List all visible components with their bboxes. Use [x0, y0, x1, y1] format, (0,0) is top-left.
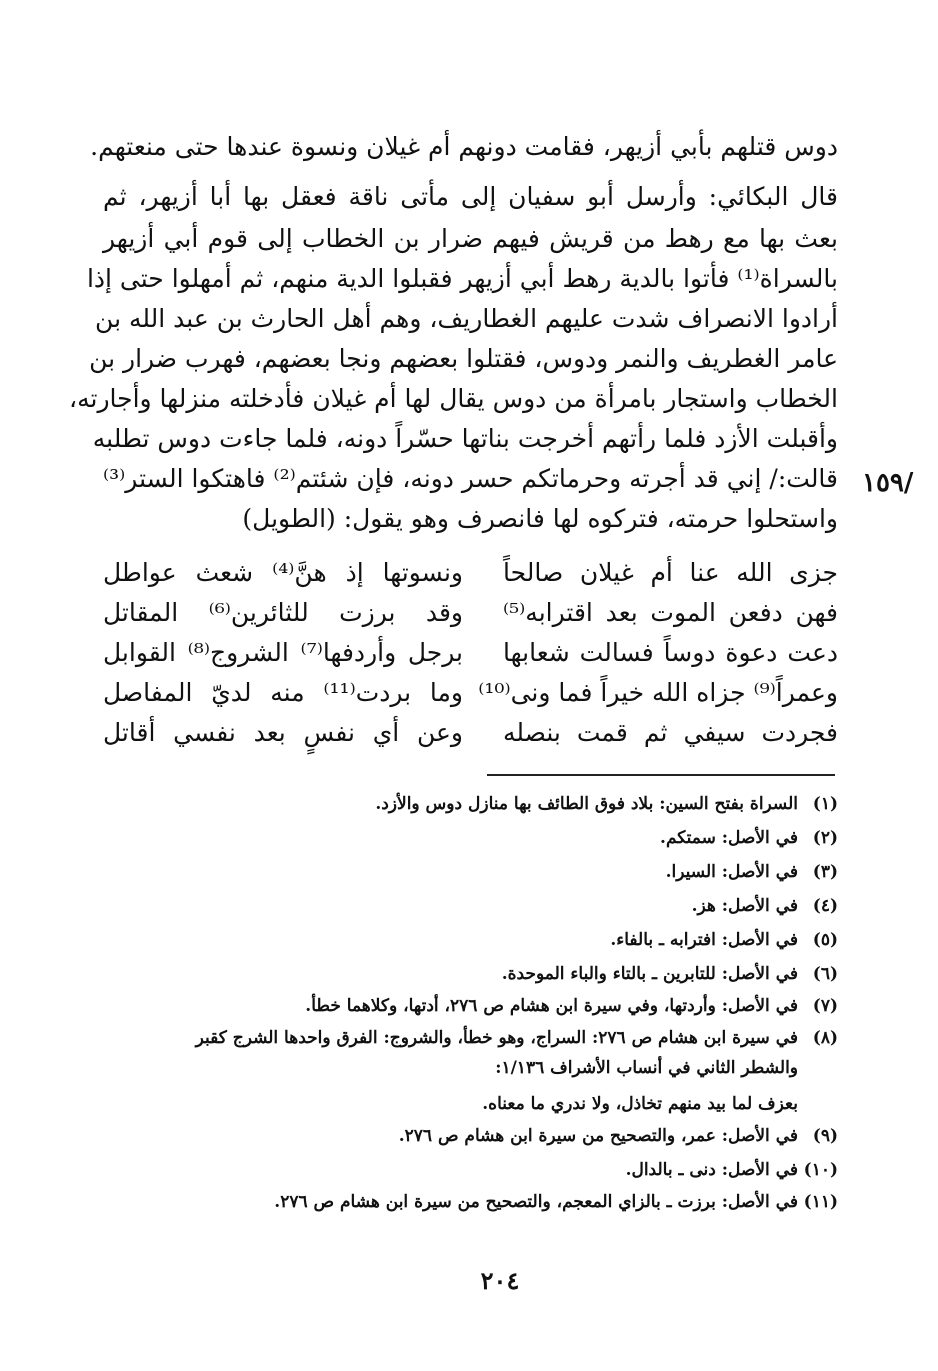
- footnote-number: (٢): [812, 828, 838, 848]
- footnote-8-continuation-2: بعزف لما بيد منهم تخاذل، ولا ندري ما معناه.: [482, 1094, 798, 1114]
- verse-5-first-hemistich: فجردت سيفي ثم قمت بنصله: [503, 718, 838, 747]
- body-line-9: قالت:/ إني قد أجرته وحرماتكم حسر دونه، فإن شئتم⁽²⁾ فاهتكوا الستر⁽³⁾: [103, 464, 839, 493]
- footnote-number: (٨): [812, 1028, 838, 1048]
- verse-3-second-hemistich: برجل وأردفها⁽⁷⁾ الشروج⁽⁸⁾ القوابل: [103, 638, 463, 667]
- footnote-separator: [487, 774, 835, 776]
- footnote-2: [660, 826, 838, 850]
- margin-page-reference: /١٥٩: [862, 468, 914, 498]
- footnote-text: في الأصل: سمتكم.: [660, 828, 798, 848]
- footnote-text: في الأصل: دنى ـ بالدال.: [625, 1160, 798, 1180]
- body-line-10: واستحلوا حرمته، فتركوه لها فانصرف وهو يقول: (الطويل): [242, 504, 838, 533]
- page-number: ٢٠٤: [480, 1266, 520, 1295]
- verse-4-first-hemistich: وعمراً⁽⁹⁾ جزاه الله خيراً فما ونى⁽¹⁰⁾: [478, 678, 838, 707]
- footnote-text: في الأصل: برزت ـ بالزاي المعجم، والتصحيح من سيرة ابن هشام ص ٢٧٦.: [274, 1192, 798, 1212]
- body-line-4: بالسراة⁽¹⁾ فأتوا بالدية رهط أبي أزيهر فقبلوا الدية منهم، ثم أمهلوا حتى إذا: [86, 264, 838, 293]
- footnote-9: [399, 1124, 838, 1148]
- footnote-number: (١٠): [803, 1160, 838, 1180]
- footnote-text: في الأصل: وأردتها، وفي سيرة ابن هشام ص ٢٧٦، أدتها، وكلاهما خطأ.: [305, 996, 798, 1016]
- footnote-text: في الأصل: عمر، والتصحيح من سيرة ابن هشام ص ٢٧٦.: [398, 1126, 798, 1146]
- footnote-number: (٧): [812, 996, 838, 1016]
- footnote-number: (٥): [812, 930, 838, 950]
- verse-2-second-hemistich: وقد برزت للثائرين⁽⁶⁾ المقاتل: [103, 598, 463, 627]
- footnote-number: (٣): [812, 862, 838, 882]
- verse-1-second-hemistich: ونسوتها إذ هنَّ⁽⁴⁾ شعث عواطل: [103, 558, 463, 587]
- footnote-11: [274, 1190, 838, 1214]
- footnote-number: (٦): [812, 964, 838, 984]
- footnote-5: [610, 928, 838, 952]
- footnote-7: [305, 994, 838, 1018]
- footnote-4: [692, 894, 838, 918]
- footnote-text: في الأصل: افترابه ـ بالفاء.: [610, 930, 798, 950]
- verse-4-second-hemistich: وما بردت⁽¹¹⁾ منه لديّ المفاصل: [103, 678, 463, 707]
- verse-1-first-hemistich: جزى الله عنا أم غيلان صالحاً: [503, 558, 838, 587]
- body-line-7: الخطاب واستجار بامرأة من دوس يقال لها أم غيلان فأدخلته منزلها وأجارته،: [69, 384, 838, 413]
- footnote-text: في سيرة ابن هشام ص ٢٧٦: السراج، وهو خطأ، والشروج: الفرق واحدها الشرج كقبر: [195, 1028, 798, 1048]
- footnote-number: (١): [812, 794, 838, 814]
- footnote-number: (٩): [812, 1126, 838, 1146]
- footnote-number: (٤): [812, 896, 838, 916]
- body-line-1: دوس قتلهم بأبي أزيهر، فقامت دونهم أم غيلان ونسوة عندها حتى منعتهم.: [90, 132, 838, 161]
- footnote-3: [666, 860, 838, 884]
- verse-2-first-hemistich: فهن دفعن الموت بعد اقترابه⁽⁵⁾: [503, 598, 838, 627]
- body-line-3: بعث بها مع رهط من قريش فيهم ضرار بن الخطاب إلى قوم أبي أزيهر: [103, 224, 838, 253]
- footnote-6: [502, 962, 838, 986]
- footnote-text: في الأصل: للتابرين ـ بالتاء والباء الموحدة.: [501, 964, 798, 984]
- footnote-text: السراة بفتح السين: بلاد فوق الطائف بها منازل دوس والأزد.: [375, 794, 798, 814]
- footnote-8-continuation-1: والشطر الثاني في أنساب الأشراف ١/١٣٦:: [495, 1058, 798, 1078]
- footnote-text: في الأصل: السيرا.: [665, 862, 798, 882]
- body-line-8: وأقبلت الأزد فلما رأتهم أخرجت بناتها حسّراً دونه، فلما جاءت دوس تطلبه: [92, 424, 838, 453]
- footnote-8: [196, 1026, 838, 1050]
- footnote-1: [375, 792, 838, 816]
- body-line-6: عامر الغطريف والنمر ودوس، فقتلوا بعضهم ونجا بعضهم، فهرب ضرار بن: [89, 344, 838, 373]
- verse-3-first-hemistich: دعت دعوة دوساً فسالت شعابها: [503, 638, 838, 667]
- footnote-10: [626, 1158, 838, 1182]
- body-line-5: أرادوا الانصراف شدت عليهم الغطاريف، وهم أهل الحارث بن عبد الله بن: [95, 304, 838, 333]
- footnote-number: (١١): [803, 1192, 838, 1212]
- verse-5-second-hemistich: وعن أي نفسٍ بعد نفسي أقاتل: [103, 718, 463, 747]
- body-line-2: قال البكائي: وأرسل أبو سفيان إلى مأتى ناقة فعقل بها أبا أزيهر، ثم: [103, 182, 838, 211]
- footnote-text: في الأصل: هز.: [691, 896, 798, 916]
